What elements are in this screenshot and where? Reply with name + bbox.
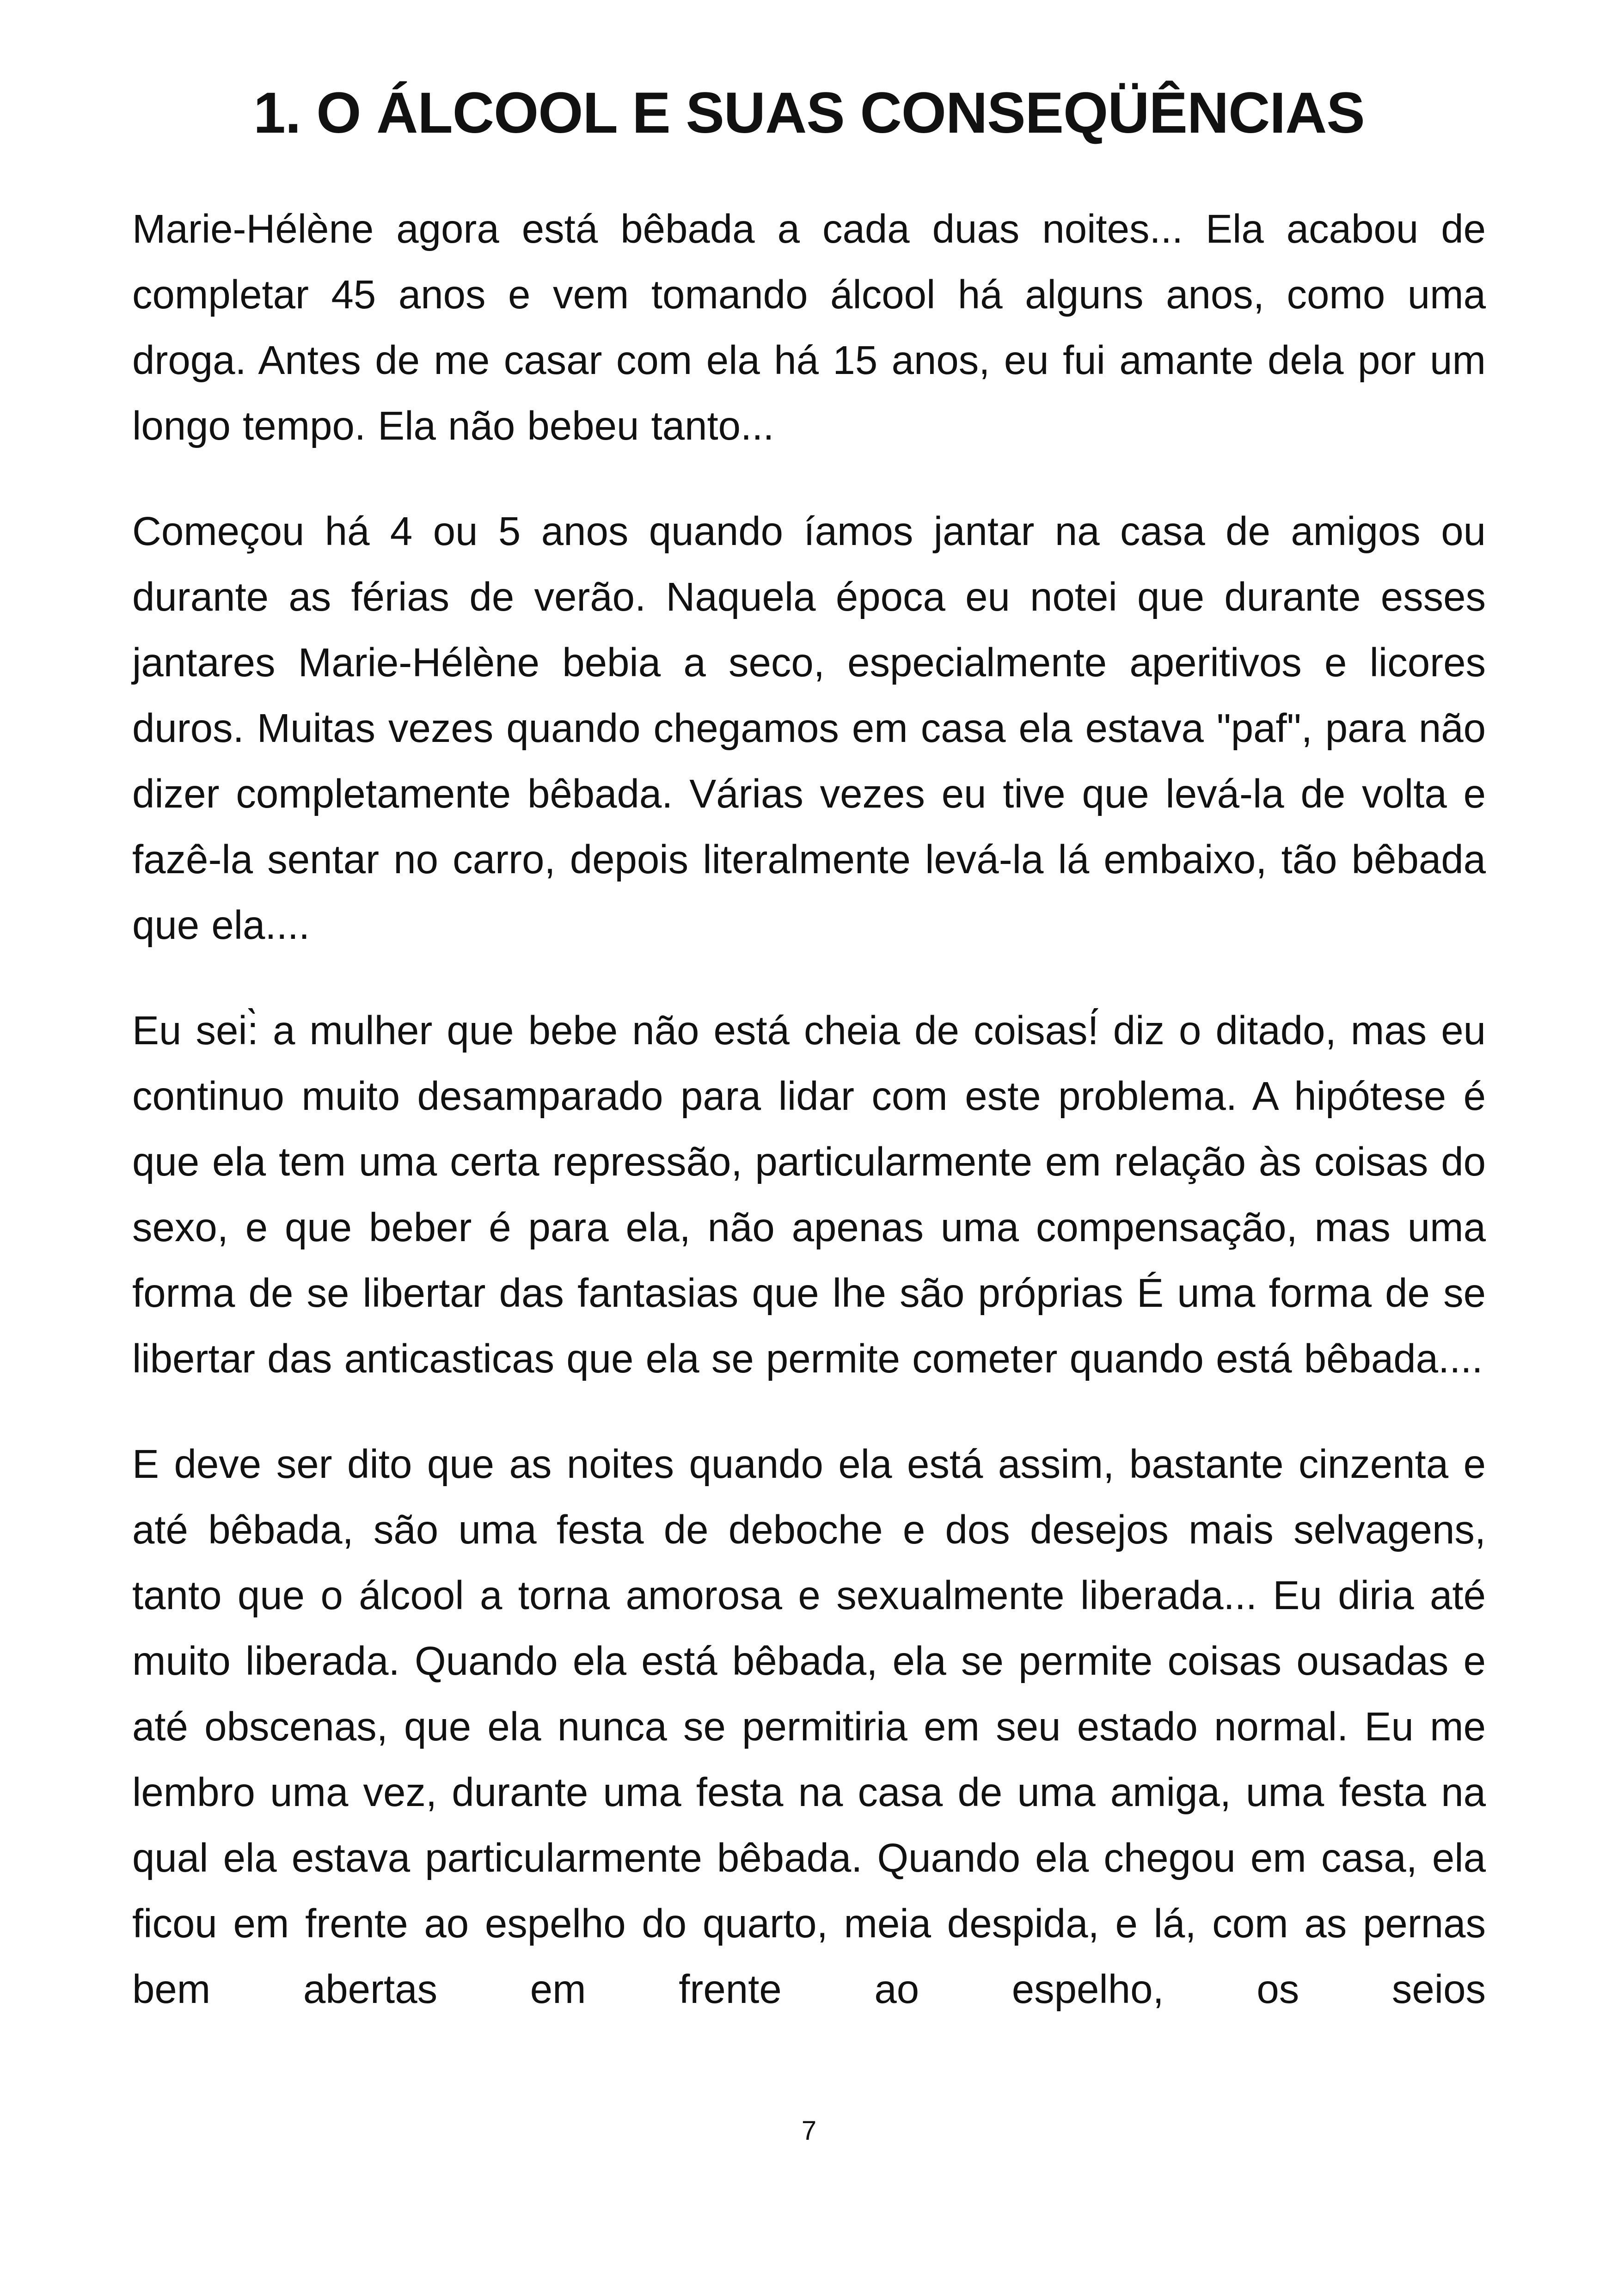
paragraph-3: Eu sei:̀ a mulher que bebe não está cheia de coisas!́ diz o ditado, mas eu continuo muito desamparado para lidar com este problema. A hipótese é que ela tem uma certa repressão, particularmente em relação às coisas do sexo, e que beber é para ela, não apenas uma compensação, mas uma forma de se libertar das fantasias que lhe são próprias É uma forma de se libertar das anticasticas que ela se permite cometer quando está bêbada.... (132, 1008, 1486, 1381)
chapter-title: 1. O ÁLCOOL E SUAS CONSEQÜÊNCIAS (253, 81, 1365, 145)
body-text (132, 196, 1486, 2022)
paragraph-1: Marie-Hélène agora está bêbada a cada duas noites... Ela acabou de completar 45 anos e vem tomando álcool há alguns anos, como uma droga. Antes de me casar com ela há 15 anos, eu fui amante dela por um longo tempo. Ela não bebeu tanto... (132, 207, 1486, 448)
paragraph-4: E deve ser dito que as noites quando ela está assim, bastante cinzenta e até bêbada, são uma festa de deboche e dos desejos mais selvagens, tanto que o álcool a torna amorosa e sexualmente liberada... Eu diria até muito liberada. Quando ela está bêbada, ela se permite coisas ousadas e até obscenas, que ela nunca se permitiria em seu estado normal. Eu me lembro uma vez, durante uma festa na casa de uma amiga, uma festa na qual ela estava particularmente bêbada. Quando ela chegou em casa, ela ficou em frente ao espelho do quarto, meia despida, e lá, com as pernas bem abertas em frente ao espelho, os seios (132, 1442, 1486, 2012)
page-number: 7 (801, 2116, 817, 2146)
paragraph-2: Começou há 4 ou 5 anos quando íamos jantar na casa de amigos ou durante as férias de verão. Naquela época eu notei que durante esses jantares Marie-Hélène bebia a seco, especialmente aperitivos e licores duros. Muitas vezes quando chegamos em casa ela estava "paf", para não dizer completamente bêbada. Várias vezes eu tive que levá-la de volta e fazê-la sentar no carro, depois literalmente levá-la lá embaixo, tão bêbada que ela.... (132, 509, 1486, 948)
